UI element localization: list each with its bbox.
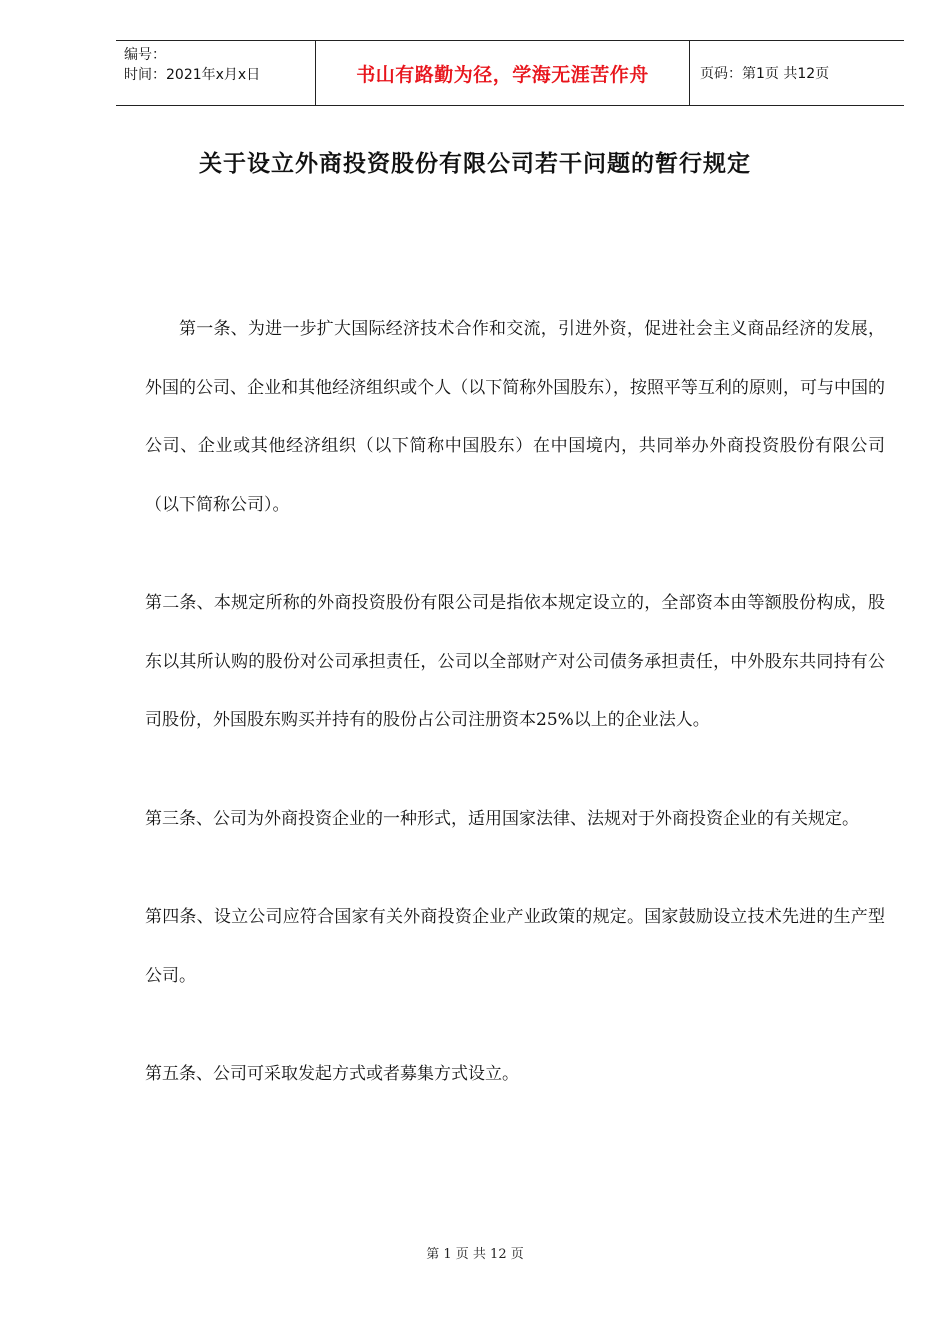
header-motto-cell [316,41,690,105]
page-info: 页码：第1页 共12页 [700,66,830,82]
page-footer: 第 1 页 共 12 页 [426,1247,524,1262]
article-1: 第一条、为进一步扩大国际经济技术合作和交流，引进外资，促进社会主义商品经济的发展，外国的公司、企业和其他经济组织或个人（以下简称外国股东），按照平等互利的原则，可与中国的公司、企业或其他经济组织（以下简称中国股东）在中国境内，共同举办外商投资股份有限公司（以下简称公司）。 [145,319,885,515]
document-body [145,300,885,1104]
motto-text: 书山有路勤为径，学海无涯苦作舟 [356,63,649,86]
serial-number-label: 编号： [124,47,166,63]
article-5: 第五条、公司可采取发起方式或者募集方式设立。 [145,1064,519,1084]
article-2: 第二条、本规定所称的外商投资股份有限公司是指依本规定设立的，全部资本由等额股份构成，股东以其所认购的股份对公司承担责任，公司以全部财产对公司债务承担责任，中外股东共同持有公司股份，外国股东购买并持有的股份占公司注册资本25%以上的企业法人。 [145,593,885,730]
article-3: 第三条、公司为外商投资企业的一种形式，适用国家法律、法规对于外商投资企业的有关规定。 [145,808,859,829]
header-table [116,40,904,106]
header-meta-cell [116,41,316,105]
header-page-cell [690,41,904,105]
time-label: 时间：2021年x月x日 [124,67,261,83]
document-title: 关于设立外商投资股份有限公司若干问题的暂行规定 [199,150,751,177]
article-4: 第四条、设立公司应符合国家有关外商投资企业产业政策的规定。国家鼓励设立技术先进的生产型公司。 [145,907,885,986]
